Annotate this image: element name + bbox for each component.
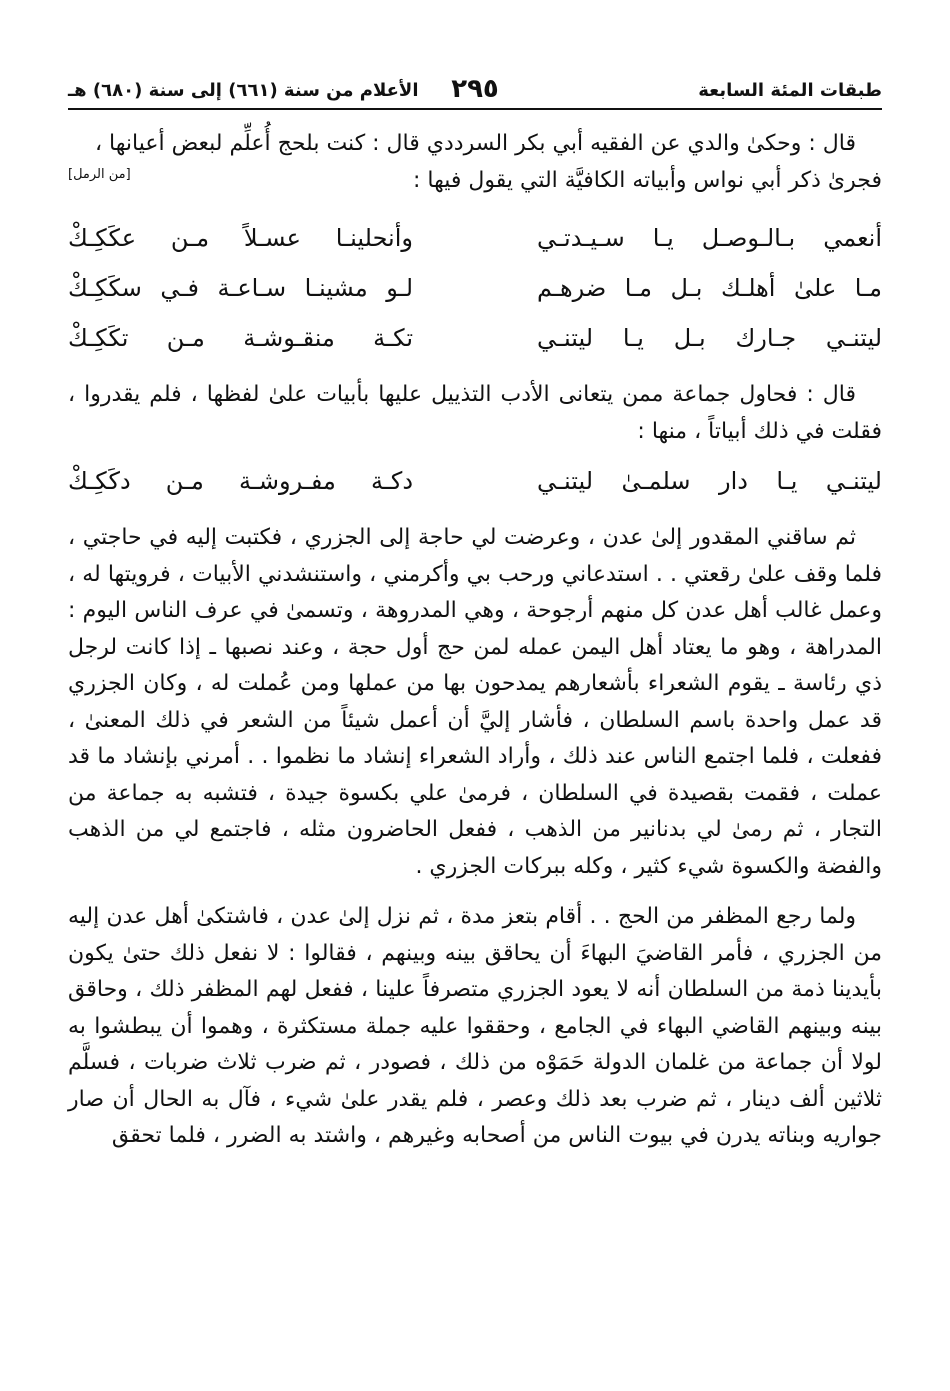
poem-2 — [68, 456, 882, 506]
verse-first-hemistich: ليتنـي يـا دار سلمـىٰ ليتنـي — [537, 467, 882, 495]
verse-second-hemistich: لـو مشينـا سـاعـة فـي سكَكِـكْ — [68, 274, 413, 302]
verse-first-hemistich: مـا علىٰ أهلـك بـل مـا ضرهـم — [537, 274, 882, 302]
verse — [68, 263, 882, 313]
page-number: ٢٩٥ — [451, 74, 499, 104]
verse-first-hemistich: أنعمي بـالـوصـل يـا سـيـدتـي — [537, 224, 882, 252]
meter-note: [من الرمل] — [68, 166, 131, 182]
verse — [68, 456, 882, 506]
running-header — [68, 76, 882, 110]
range-title: الأعلام من سنة (٦٦١) إلى سنة (٦٨٠) هـ — [68, 80, 419, 101]
paragraph-2: قال : فحاول جماعة ممن يتعانى الأدب التذييل عليها بأبيات علىٰ لفظها ، فلم يقدروا ، فقلت في ذلك أبياتاً ، منها : — [68, 382, 882, 444]
verse-second-hemistich: تكـة منقـوشـة مـن تكَكِـكْ — [68, 324, 413, 352]
section-title: طبقات المئة السابعة — [698, 80, 882, 101]
page-body — [68, 126, 882, 1155]
intro-line-2-row — [68, 163, 882, 200]
verse-second-hemistich: وأنحلينـا عسـلاً مـن عكَكِـكْ — [68, 224, 413, 252]
verse — [68, 213, 882, 263]
verse-first-hemistich: ليتنـي جـارك بـل يـا ليتنـي — [537, 324, 882, 352]
paragraph-4: ولما رجع المظفر من الحج . . أقام بتعز مدة ، ثم نزل إلىٰ عدن ، فاشتكىٰ أهل عدن إليه من الجزري ، فأمر القاضيَ البهاءَ أن يحاقق بينه وبينهم ، فقالوا : لا نفعل ذلك حتىٰ يكون بأيدينا ذمة من السلطان أنه لا يعود الجزري متصرفاً علينا ، ففعل لهم المظفر ذلك ، وحاقق بينه وبينهم القاضي البهاء في الجامع ، وحققوا عليه جملة مستكثرة ، وهموا أن يبطشوا به لولا أن جماعة من غلمان الدولة حَمَوْه من ذلك ، فصودر ، ثم ضرب ثلاث ضربات ، فسلَّم ثلاثين ألف دينار ، ثم ضرب بعد ذلك وعصر ، فلم يقدر علىٰ شيء ، فآل به الحال أن صار جواريه وبناته يدرن في بيوت الناس من أصحابه وغيرهم ، واشتد به الضرر ، فلما تحقق — [68, 904, 882, 1148]
intro-line-2: فجرىٰ ذكر أبي نواس وأبياته الكافيَّة التي يقول فيها : — [413, 167, 882, 193]
verse — [68, 313, 882, 363]
intro-line-1: قال : وحكىٰ والدي عن الفقيه أبي بكر السرددي قال : كنت بلحج أُعلِّم لبعض أعيانها ، — [94, 131, 856, 156]
paragraph-3: ثم ساقني المقدور إلىٰ عدن ، وعرضت لي حاجة إلى الجزري ، فكتبت إليه في حاجتي ، فلما وقف علىٰ رقعتي . . استدعاني ورحب بي وأكرمني ، واستنشدني الأبيات ، فرويتها له ، وعمل غالب أهل عدن كل منهم أرجوحة ، وهي المدروهة ، وتسمىٰ في عرف الناس اليوم : المدراهة ، وهو ما يعتاد أهل اليمن عمله لمن حج أول حجة ، وعند نصبها ـ إذا كانت لرجل ذي رئاسة ـ يقوم الشعراء بأشعارهم يمدحون بها من عملها ومن عُملت له ، وكان الجزري قد عمل واحدة باسم السلطان ، فأشار إليَّ أن أعمل شيئاً من الشعر في ذلك المعنىٰ ، ففعلت ، فلما اجتمع الناس عند ذلك ، وأراد الشعراء إنشاد ما نظموا . . أمرني بإنشاد ما قد عملت ، فقمت بقصيدة في السلطان ، فرمىٰ علي بكسوة جيدة ، فتشبه به جماعة من التجار ، ثم رمىٰ لي بدنانير من الذهب ، ففعل الحاضرون مثله ، فاجتمع لي من الذهب والفضة والكسوة شيء كثير ، وكله ببركات الجزري . — [68, 525, 882, 879]
verse-second-hemistich: دكـة مفـروشـة مـن دكَكِـكْ — [68, 467, 413, 495]
poem-1 — [68, 213, 882, 363]
